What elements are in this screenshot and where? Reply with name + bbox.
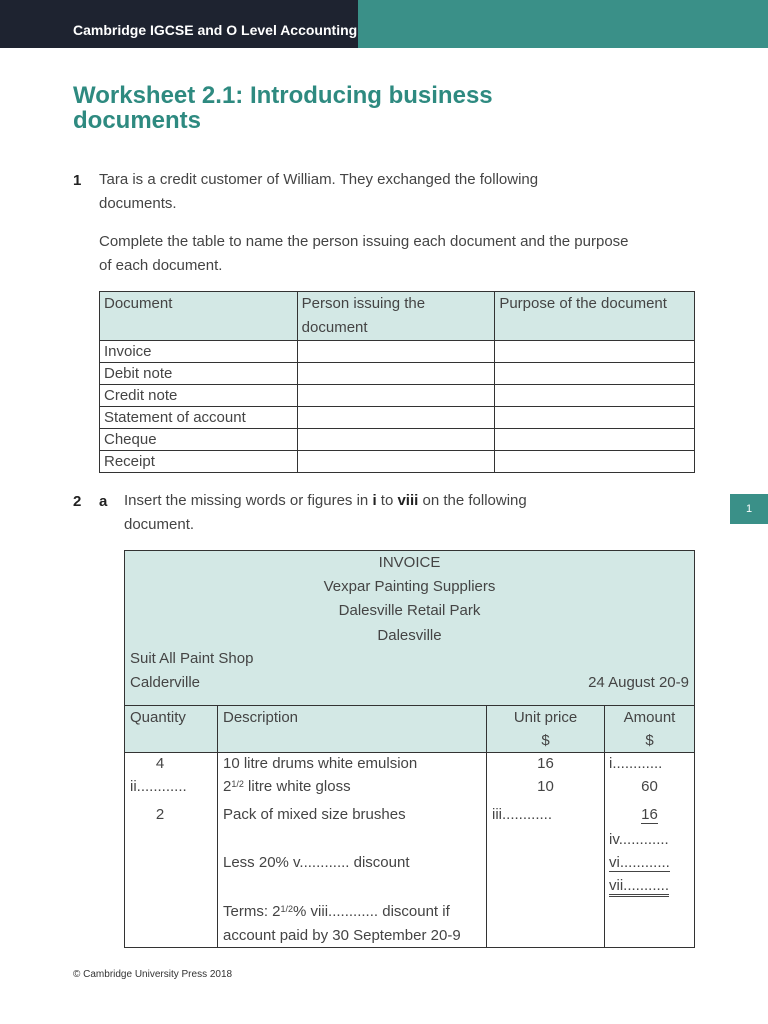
purpose-cell[interactable] [495, 363, 695, 385]
invoice-customer-town: Calderville [130, 674, 201, 691]
row-3-amount [605, 806, 694, 823]
row-3-quantity: 2 [155, 806, 165, 823]
row-2-desc-text: litre white gloss [243, 778, 351, 795]
invoice-date: 24 August 20-9 [588, 674, 689, 691]
terms-fraction: 1/2 [280, 904, 294, 914]
q2-marker-start: i [372, 492, 377, 509]
row-2-unit-price: 10 [537, 778, 554, 795]
amount-column-header: Amount [623, 709, 676, 726]
unit-price-column-header: Unit price [513, 709, 578, 726]
person-issuing-cell[interactable] [297, 429, 495, 451]
purpose-cell[interactable] [495, 451, 695, 473]
discount-text: Less 20% [223, 854, 294, 871]
row-2-desc-whole: 2 [223, 778, 232, 795]
unit-price-currency: $ [541, 732, 550, 749]
invoice-address-1: Dalesville Retail Park [338, 602, 481, 619]
document-name: Receipt [100, 451, 298, 473]
discount-line [223, 854, 410, 871]
page-title: Worksheet 2.1: Introducing business documents [73, 82, 493, 134]
terms-discount-blank[interactable]: viii............ [310, 903, 379, 920]
quantity-column-header: Quantity [130, 709, 186, 726]
document-name: Invoice [100, 341, 298, 363]
person-issuing-cell[interactable] [297, 451, 495, 473]
column-divider [217, 706, 218, 948]
copyright-footer: © Cambridge University Press 2018 [73, 969, 233, 980]
table-header: Person issuing the document [297, 292, 495, 341]
discount-type-blank[interactable]: v............ [293, 854, 350, 871]
terms-line-2: account paid by 30 September 20-9 [223, 927, 461, 944]
page-number-tab: 1 [730, 494, 768, 524]
q2-text-after: on the following document. [124, 492, 527, 533]
invoice-document [124, 550, 695, 948]
invoice-address-2: Dalesville [377, 627, 442, 644]
person-issuing-cell[interactable] [297, 385, 495, 407]
row-3-description: Pack of mixed size brushes [223, 806, 406, 823]
question-1-number: 1 [73, 172, 82, 189]
row-1-quantity: 4 [155, 755, 165, 772]
row-3-unit-price-blank[interactable]: iii............ [492, 806, 553, 823]
table-row [100, 429, 695, 451]
row-1-amount-blank[interactable]: i............ [609, 755, 663, 772]
question-1-instruction: Complete the table to name the person issuing each document and the purpose of each document. [99, 233, 629, 274]
row-2-description [223, 778, 351, 795]
table-row [100, 341, 695, 363]
purpose-cell[interactable] [495, 407, 695, 429]
table-row [100, 385, 695, 407]
row-3-amount-value: 16 [641, 806, 658, 823]
row-1-unit-price: 16 [537, 755, 554, 772]
discount-label: discount [349, 854, 410, 871]
document-name: Credit note [100, 385, 298, 407]
table-header: Document [100, 292, 298, 341]
total-blank[interactable] [609, 877, 669, 894]
q2-text-mid: to [376, 492, 398, 509]
document-name: Debit note [100, 363, 298, 385]
table-row [100, 451, 695, 473]
question-2-number: 2 [73, 493, 82, 510]
invoice-supplier: Vexpar Painting Suppliers [323, 578, 496, 595]
person-issuing-cell[interactable] [297, 407, 495, 429]
row-2-desc-fraction: 1/2 [231, 779, 244, 789]
question-2a-text [124, 489, 594, 537]
row-2-quantity-blank[interactable]: ii............ [130, 778, 187, 795]
terms-percent: % [293, 903, 311, 920]
terms-text: Terms: 2 [223, 903, 281, 920]
discount-amount-blank[interactable] [609, 854, 670, 871]
q2-marker-end: viii [397, 492, 419, 509]
total-value[interactable]: vii........... [609, 877, 669, 897]
person-issuing-cell[interactable] [297, 363, 495, 385]
table-header-row [100, 292, 695, 341]
subtotal-blank[interactable]: iv............ [609, 831, 669, 848]
purpose-cell[interactable] [495, 341, 695, 363]
table-row [100, 407, 695, 429]
table-header: Purpose of the document [495, 292, 695, 341]
question-2-part-label: a [99, 493, 108, 510]
book-title: Cambridge IGCSE and O Level Accounting [73, 22, 358, 38]
terms-line [223, 903, 450, 920]
document-name: Cheque [100, 429, 298, 451]
person-issuing-cell[interactable] [297, 341, 495, 363]
header-teal-panel [358, 0, 768, 48]
invoice-customer: Suit All Paint Shop [130, 650, 254, 667]
question-1-text: Tara is a credit customer of William. They exchanged the following documents. [99, 171, 539, 212]
header-bar [0, 0, 768, 48]
q2-text-before: Insert the missing words or figures in [124, 492, 373, 509]
description-column-header: Description [223, 709, 299, 726]
row-2-amount: 60 [641, 778, 658, 795]
document-name: Statement of account [100, 407, 298, 429]
discount-amount-value[interactable]: vi............ [609, 854, 670, 871]
amount-currency: $ [645, 732, 654, 749]
table-row [100, 363, 695, 385]
invoice-title: INVOICE [378, 554, 441, 571]
row-1-description: 10 litre drums white emulsion [223, 755, 418, 772]
purpose-cell[interactable] [495, 429, 695, 451]
documents-table [99, 291, 695, 473]
terms-discount-label: discount if [378, 903, 450, 920]
purpose-cell[interactable] [495, 385, 695, 407]
